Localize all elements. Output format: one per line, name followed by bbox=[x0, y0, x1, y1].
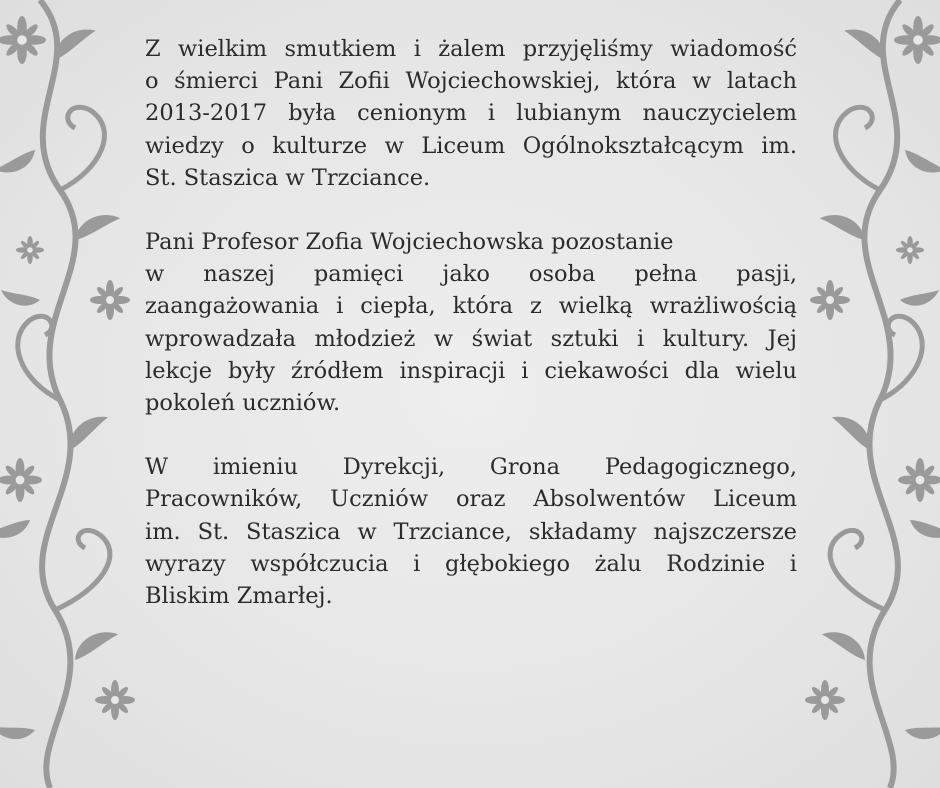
text-line: lekcje były źródłem inspiracji i ciekawości dla wielu bbox=[145, 357, 797, 384]
text-line: Pani Profesor Zofia Wojciechowska pozostanie bbox=[145, 229, 674, 256]
text-line: 2013-2017 była cenionym i lubianym nauczycielem bbox=[145, 100, 797, 127]
text-line: Pracowników, Uczniów oraz Absolwentów Liceum bbox=[145, 486, 797, 513]
text-line: Bliskim Zmarłej. bbox=[145, 583, 333, 610]
text-line: o śmierci Pani Zofii Wojciechowskiej, która w latach bbox=[145, 68, 797, 95]
paragraph-condolences bbox=[145, 451, 797, 612]
text-line: im. St. Staszica w Trzciance, składamy najszczersze bbox=[145, 518, 797, 545]
paragraph-announcement bbox=[145, 33, 797, 194]
text-line: W imieniu Dyrekcji, Grona Pedagogicznego, bbox=[145, 454, 797, 481]
floral-vine-border-right-icon bbox=[790, 0, 940, 788]
text-line: wiedzy o kulturze w Liceum Ogólnokształcącym im. bbox=[145, 132, 797, 159]
text-line: St. Staszica w Trzciance. bbox=[145, 164, 431, 191]
text-line: wyrazy współczucia i głębokiego żalu Rodzinie i bbox=[145, 550, 797, 577]
floral-vine-border-left-icon bbox=[0, 0, 150, 788]
text-line: wprowadzała młodzież w świat sztuki i kultury. Jej bbox=[145, 325, 797, 352]
text-line: Z wielkim smutkiem i żalem przyjęliśmy wiadomość bbox=[145, 36, 797, 62]
condolence-text bbox=[145, 33, 797, 612]
text-line: w naszej pamięci jako osoba pełna pasji, bbox=[145, 261, 797, 288]
paragraph-remembrance bbox=[145, 226, 797, 419]
text-line: pokoleń uczniów. bbox=[145, 390, 341, 417]
text-line: zaangażowania i ciepła, która z wielką wrażliwością bbox=[145, 293, 797, 320]
